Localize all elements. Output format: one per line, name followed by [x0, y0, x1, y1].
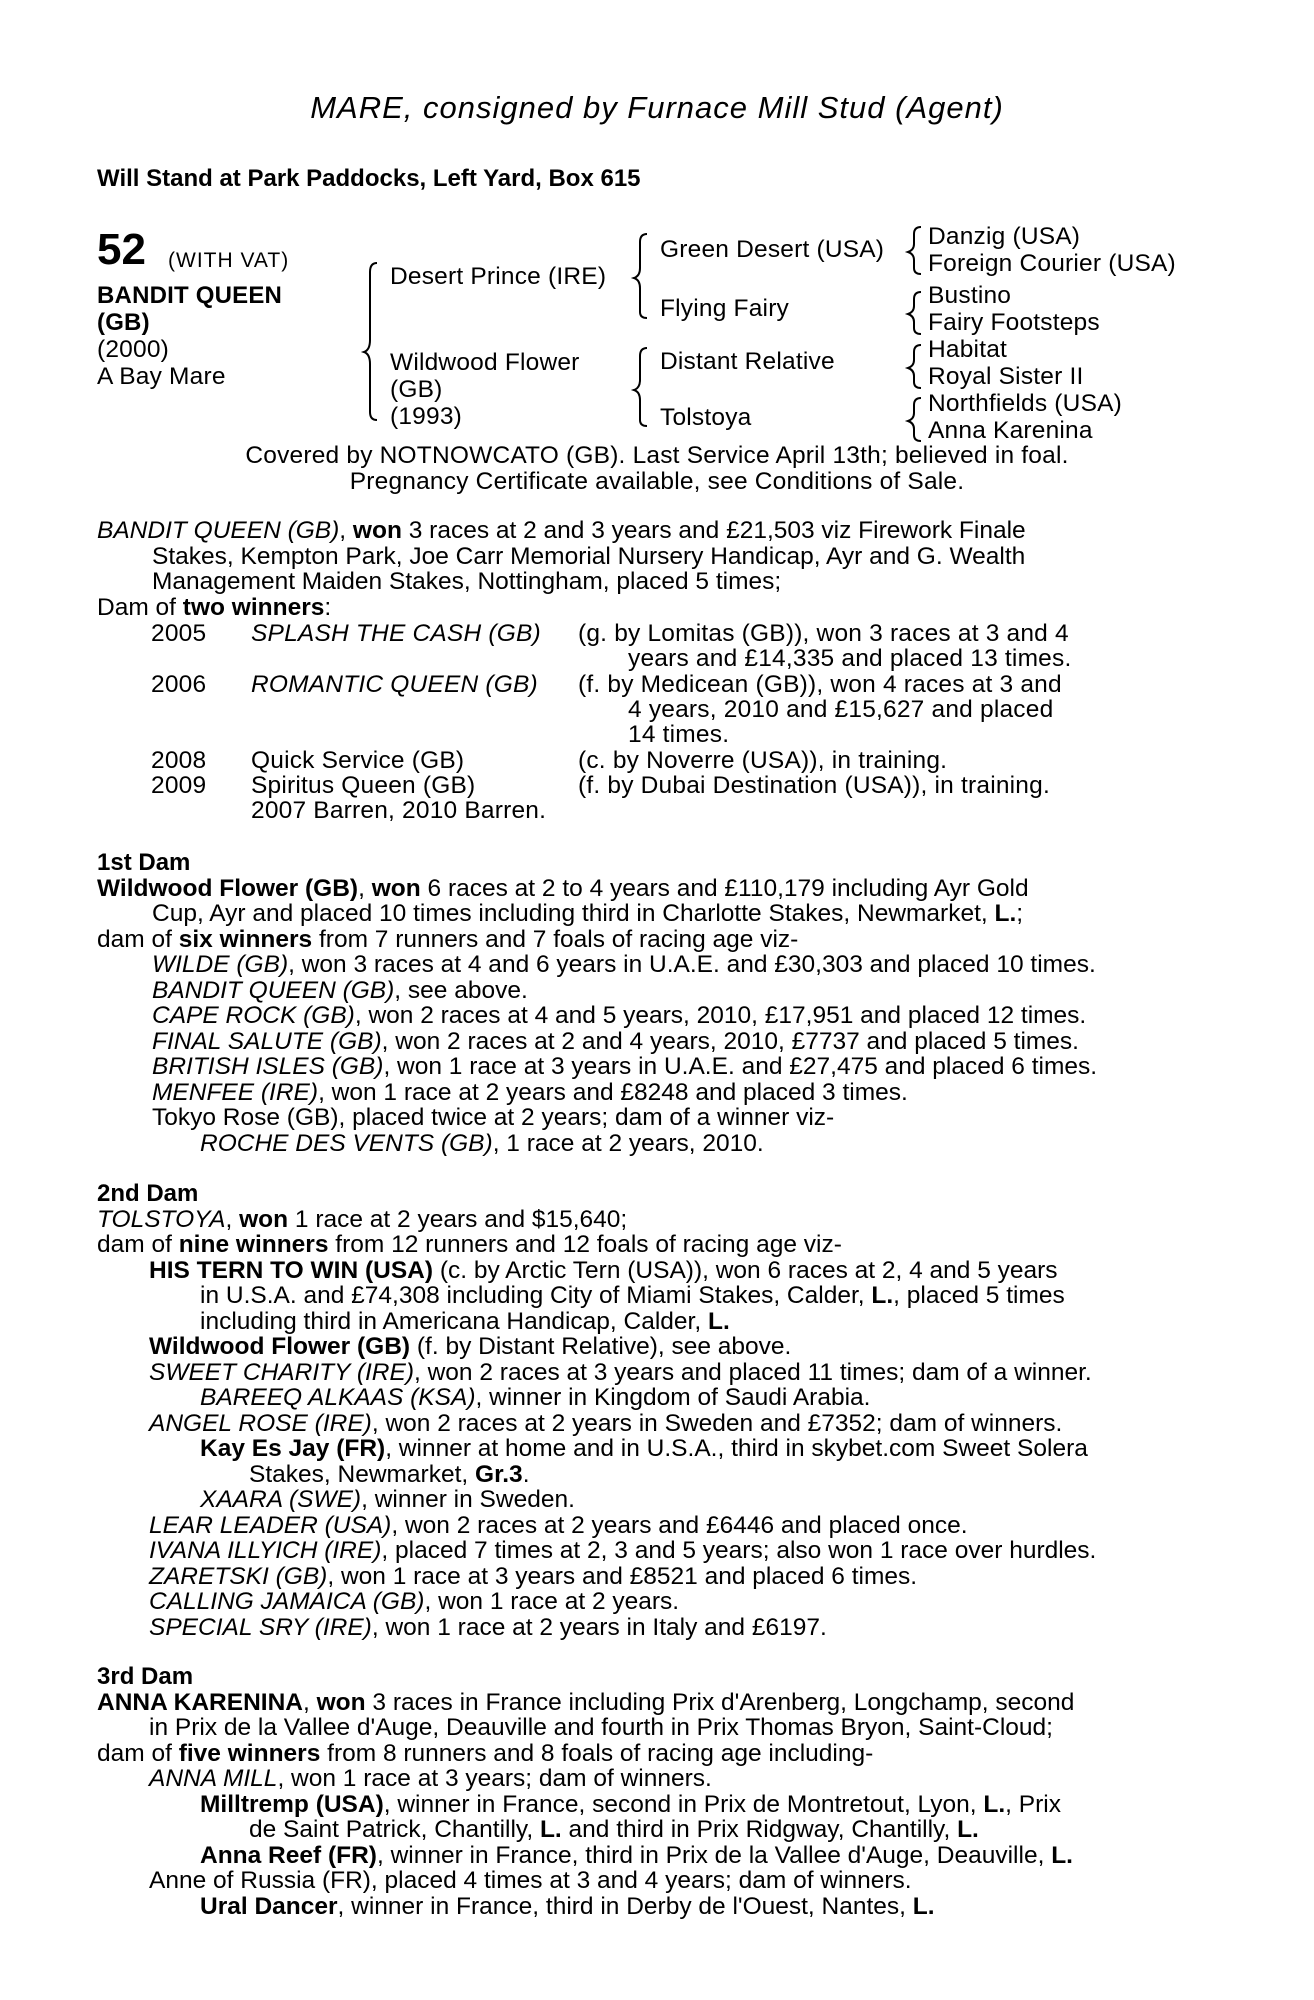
first-dam-line2-end: ; — [1016, 900, 1024, 927]
produce-name: Spiritus Queen (GB) — [251, 772, 476, 799]
produce-intro-text: 3 races at 2 and 3 years and £21,503 viz Firework Finale — [401, 517, 1026, 544]
grand-offspring-anna-reef — [97, 1843, 1203, 1869]
produce-name: SPLASH THE CASH (GB) — [251, 620, 541, 647]
listed-label: L. — [871, 1282, 894, 1309]
stand-location: Will Stand at Park Paddocks, Left Yard, Box 615 — [97, 165, 641, 192]
offspring-name: HIS TERN TO WIN (USA) — [149, 1256, 434, 1284]
first-dam-offspring — [97, 1054, 1203, 1080]
page-title: MARE, consigned by Furnace Mill Stud (Agent) — [310, 90, 1004, 125]
grand-offspring-ural-dancer — [97, 1894, 1203, 1920]
first-dam-heading: 1st Dam — [97, 849, 191, 876]
offspring-his-tern-cont — [97, 1283, 1203, 1309]
offspring-record: , see above. — [394, 976, 528, 1004]
bracket-sd — [908, 292, 921, 334]
third-dam-section — [97, 1664, 1203, 1919]
offspring-record: , winner in France, third in Prix de la Vallee d'Auge, Deauville, — [376, 1841, 1052, 1869]
listed-label: L. — [957, 1816, 979, 1843]
offspring-name: Kay Es Jay (FR) — [200, 1435, 386, 1462]
first-dam-dam-of — [97, 927, 1203, 953]
produce-intro-line2: Stakes, Kempton Park, Joe Carr Memorial Nursery Handicap, Ayr and G. Wealth — [152, 542, 1026, 570]
listed-label: L. — [912, 1892, 935, 1920]
offspring-record: , winner in France, second in Prix de Montretout, Lyon, — [383, 1790, 984, 1818]
first-dam-offspring — [97, 978, 1203, 1004]
produce-detail: (f. by Medicean (GB)), won 4 races at 3 and — [578, 671, 1062, 698]
ddd: Anna Karenina — [928, 417, 1093, 444]
lot-number: 52 — [97, 225, 146, 274]
offspring-record: , placed 5 times — [893, 1282, 1065, 1309]
bracket-dd — [908, 398, 921, 441]
listed-label: L. — [707, 1307, 730, 1335]
offspring-record: and third in Prix Ridgway, Chantilly, — [561, 1816, 958, 1843]
offspring-record: , 1 race at 2 years, 2010. — [492, 1129, 764, 1157]
sire-name: Desert Prince (IRE) — [390, 263, 607, 290]
offspring-name: Milltremp (USA) — [200, 1790, 384, 1818]
offspring-record: , won 1 race at 3 years; dam of winners. — [277, 1765, 712, 1792]
bracket-ss — [908, 227, 921, 274]
offspring-name: ANGEL ROSE (IRE) — [149, 1409, 372, 1437]
ssd: Foreign Courier (USA) — [928, 250, 1176, 277]
produce-intro-line3: Management Maiden Stakes, Nottingham, placed 5 times; — [152, 568, 782, 595]
covered-line: Covered by NOTNOWCATO (GB). Last Service April 13th; believed in foal. — [245, 442, 1069, 469]
listed-label: L. — [983, 1790, 1006, 1818]
offspring-anne-of-russia: Anne of Russia (FR), placed 4 times at 3 and 4 years; dam of winners. — [149, 1867, 912, 1894]
offspring-angel-rose — [97, 1411, 1203, 1437]
dam-of-prefix: dam of — [97, 1231, 179, 1258]
offspring-name: WILDE (GB) — [152, 951, 289, 978]
second-dam-intro — [97, 1207, 1203, 1233]
third-dam-dam-of — [97, 1741, 1203, 1767]
offspring-name: BANDIT QUEEN (GB) — [152, 976, 395, 1004]
grand-offspring-kay-es-jay — [97, 1436, 1203, 1462]
sdd: Fairy Footsteps — [928, 309, 1100, 336]
produce-section — [97, 518, 1203, 620]
second-dam-text: 1 race at 2 years and $15,640; — [288, 1205, 628, 1233]
first-dam-text: 6 races at 2 to 4 years and £110,179 including Ayr Gold — [420, 874, 1029, 902]
offspring-name: Wildwood Flower (GB) — [149, 1333, 411, 1360]
won-label: won — [371, 874, 421, 902]
produce-barren: 2007 Barren, 2010 Barren. — [251, 797, 547, 824]
listed-label: L. — [1051, 1841, 1073, 1869]
second-dam-name: TOLSTOYA — [97, 1205, 226, 1233]
first-dam-offspring — [97, 1080, 1203, 1106]
dam-of-count: five winners — [178, 1739, 321, 1767]
sire-dam: Flying Fairy — [660, 295, 790, 322]
offspring-record: de Saint Patrick, Chantilly, — [249, 1816, 540, 1843]
sire-sire: Green Desert (USA) — [660, 236, 885, 263]
offspring-record: , winner in France, third in Derby de l'Ouest, Nantes, — [337, 1892, 913, 1920]
first-dam-line2-text: Cup, Ayr and placed 10 times including third in Charlotte Stakes, Newmarket, — [152, 900, 995, 927]
second-dam-offspring — [97, 1564, 1203, 1590]
sss: Danzig (USA) — [928, 223, 1081, 250]
won-label: won — [239, 1205, 289, 1233]
bracket-dam — [634, 348, 647, 426]
grand-offspring-xaara — [97, 1487, 1203, 1513]
offspring-name: Anna Reef (FR) — [200, 1841, 377, 1869]
first-dam-intro: Wildwood Flower (GB), won 6 races at 2 to 4 years and £110,179 including Ayr Gold — [97, 874, 1029, 902]
offspring-record: , winner in Kingdom of Saudi Arabia. — [475, 1384, 871, 1411]
horse-description: A Bay Mare — [97, 363, 226, 390]
second-dam-offspring — [97, 1615, 1203, 1641]
offspring-record: . — [522, 1460, 530, 1488]
offspring-record: , won 1 race at 2 years and £8248 and placed 3 times. — [318, 1078, 908, 1106]
third-dam-text: 3 races in France including Prix d'Arenberg, Longchamp, second — [365, 1688, 1075, 1716]
second-dam-offspring — [97, 1538, 1203, 1564]
first-dam-name: Wildwood Flower (GB) — [97, 874, 359, 902]
offspring-name: Ural Dancer — [200, 1892, 338, 1920]
produce-name: ROMANTIC QUEEN (GB) — [251, 671, 538, 698]
second-dam-offspring — [97, 1589, 1203, 1615]
second-dam-offspring — [97, 1513, 1203, 1539]
offspring-record: in U.S.A. and £74,308 including City of Miami Stakes, Calder, — [200, 1282, 872, 1309]
dam-of-suffix: from 7 runners and 7 foals of racing age viz- — [312, 925, 799, 953]
horse-name: BANDIT QUEEN — [97, 282, 283, 309]
offspring-record: , won 2 races at 4 and 5 years, 2010, £17,951 and placed 12 times. — [354, 1002, 1087, 1029]
third-dam-name: ANNA KARENINA — [97, 1688, 303, 1716]
produce-name: Quick Service (GB) — [251, 747, 465, 774]
third-dam-heading: 3rd Dam — [97, 1663, 194, 1690]
first-dam-section — [97, 850, 1203, 1156]
dam-of-suffix: from 8 runners and 8 foals of racing age including- — [320, 1739, 874, 1767]
tokyo-rose-line: Tokyo Rose (GB), placed twice at 2 years; dam of a winner viz- — [152, 1104, 835, 1131]
third-dam-line2: in Prix de la Vallee d'Auge, Deauville and fourth in Prix Thomas Bryon, Saint-Cloud; — [149, 1714, 1053, 1741]
produce-detail-cont: 14 times. — [628, 721, 730, 748]
offspring-name: SWEET CHARITY (IRE) — [149, 1358, 414, 1386]
sds: Bustino — [928, 282, 1012, 309]
dam-sire: Distant Relative — [660, 348, 835, 375]
offspring-record: , won 1 race at 2 years in Italy and £6197. — [371, 1613, 827, 1641]
offspring-record: including third in Americana Handicap, Calder, — [200, 1307, 708, 1335]
offspring-name: XAARA (SWE) — [200, 1486, 362, 1513]
offspring-sweet-charity — [97, 1360, 1203, 1386]
offspring-record: Stakes, Newmarket, — [249, 1460, 476, 1488]
offspring-record: , won 2 races at 3 years and placed 11 times; dam of a winner. — [413, 1358, 1092, 1386]
offspring-name: ANNA MILL — [149, 1765, 278, 1792]
offspring-name: IVANA ILLYICH (IRE) — [149, 1537, 382, 1564]
listed-label: L. — [994, 900, 1017, 927]
offspring-record: , won 2 races at 2 years in Sweden and £7352; dam of winners. — [371, 1409, 1063, 1437]
produce-intro: BANDIT QUEEN (GB), won 3 races at 2 and 3 years and £21,503 viz Firework Finale — [97, 517, 1026, 544]
produce-year: 2008 — [151, 747, 207, 774]
offspring-record: (f. by Distant Relative), see above. — [410, 1333, 792, 1360]
dam-of-line — [97, 595, 1203, 621]
grand-offspring-milltremp — [97, 1792, 1203, 1818]
grand-offspring-bareeq — [97, 1385, 1203, 1411]
group-label: Gr.3 — [475, 1460, 523, 1488]
dam-dam: Tolstoya — [660, 404, 752, 431]
offspring-name: CALLING JAMAICA (GB) — [149, 1588, 425, 1615]
offspring-record: , won 2 races at 2 years and £6446 and placed once. — [391, 1511, 968, 1539]
bracket-sire — [634, 234, 647, 318]
dam-year: (1993) — [390, 403, 463, 430]
offspring-record: , placed 7 times at 2, 3 and 5 years; also won 1 race over hurdles. — [381, 1537, 1097, 1564]
dam-name: Wildwood Flower — [390, 349, 580, 376]
dam-of-prefix: dam of — [97, 1739, 179, 1767]
first-dam-line2 — [97, 901, 1203, 927]
grand-offspring-kay-cont — [97, 1462, 1203, 1488]
offspring-record: , winner at home and in U.S.A., third in skybet.com Sweet Solera — [385, 1435, 1088, 1462]
offspring-record: , won 1 race at 3 years in U.A.E. and £27,475 and placed 6 times. — [383, 1053, 1098, 1080]
horse-year: (2000) — [97, 336, 170, 363]
offspring-record: , won 1 race at 3 years and £8521 and placed 6 times. — [327, 1562, 918, 1590]
dam-name-suffix: (GB) — [390, 376, 443, 403]
dam-of-count: nine winners — [178, 1231, 329, 1258]
offspring-anna-mill — [97, 1766, 1203, 1792]
dds: Northfields (USA) — [928, 390, 1123, 417]
listed-label: L. — [539, 1816, 562, 1843]
offspring-name: ROCHE DES VENTS (GB) — [200, 1129, 493, 1157]
bracket-main — [364, 263, 377, 420]
dam-of-prefix: dam of — [97, 925, 179, 953]
bracket-ds — [908, 345, 921, 388]
first-dam-offspring — [97, 1003, 1203, 1029]
produce-detail-cont: years and £14,335 and placed 13 times. — [628, 645, 1072, 672]
separator: , — [302, 1688, 317, 1716]
produce-horse-name: BANDIT QUEEN (GB) — [97, 517, 340, 544]
pregnancy-line: Pregnancy Certificate available, see Conditions of Sale. — [349, 468, 965, 495]
offspring-name: FINAL SALUTE (GB) — [152, 1027, 382, 1055]
produce-detail-cont: 4 years, 2010 and £15,627 and placed — [628, 696, 1054, 723]
offspring-his-tern-cont — [97, 1309, 1203, 1335]
offspring-name: BRITISH ISLES (GB) — [152, 1053, 384, 1080]
separator: , — [225, 1205, 240, 1233]
third-dam-intro — [97, 1690, 1203, 1716]
second-dam-heading: 2nd Dam — [97, 1180, 199, 1207]
produce-detail: (g. by Lomitas (GB)), won 3 races at 3 and 4 — [578, 620, 1069, 647]
offspring-record: , winner in Sweden. — [361, 1486, 575, 1513]
offspring-name: SPECIAL SRY (IRE) — [149, 1613, 372, 1641]
offspring-wildwood — [97, 1334, 1203, 1360]
produce-year: 2005 — [151, 620, 207, 647]
offspring-record: , won 1 race at 2 years. — [424, 1588, 680, 1615]
offspring-record: , Prix — [1005, 1790, 1061, 1818]
grand-offspring — [97, 1131, 1203, 1157]
horse-name-suffix: (GB) — [97, 309, 150, 336]
first-dam-offspring — [97, 1029, 1203, 1055]
offspring-his-tern — [97, 1258, 1203, 1284]
offspring-name: CAPE ROCK (GB) — [152, 1002, 355, 1029]
offspring-record: , won 2 races at 2 and 4 years, 2010, £7737 and placed 5 times. — [381, 1027, 1079, 1055]
offspring-name: LEAR LEADER (USA) — [149, 1511, 392, 1539]
offspring-record: , won 3 races at 4 and 6 years in U.A.E. and £30,303 and placed 10 times. — [288, 951, 1096, 978]
dam-of-suffix: : — [324, 593, 332, 621]
won-label: won — [316, 1688, 366, 1716]
second-dam-dam-of — [97, 1232, 1203, 1258]
offspring-name: BAREEQ ALKAAS (KSA) — [200, 1384, 476, 1411]
offspring-record: (c. by Arctic Tern (USA)), won 6 races at 2, 4 and 5 years — [433, 1256, 1058, 1284]
won-label: won — [352, 517, 402, 544]
produce-year: 2009 — [151, 772, 207, 799]
second-dam-section — [97, 1181, 1203, 1640]
dss: Habitat — [928, 336, 1008, 363]
vat-label: (WITH VAT) — [168, 249, 290, 272]
dam-of-count: two winners — [182, 593, 325, 621]
produce-year: 2006 — [151, 671, 207, 698]
dam-of-count: six winners — [178, 925, 313, 953]
dsd: Royal Sister II — [928, 363, 1084, 390]
grand-offspring-milltremp-cont — [97, 1817, 1203, 1843]
first-dam-offspring — [97, 952, 1203, 978]
produce-detail: (c. by Noverre (USA)), in training. — [578, 747, 948, 774]
produce-detail: (f. by Dubai Destination (USA)), in training. — [578, 772, 1050, 799]
dam-of-suffix: from 12 runners and 12 foals of racing age viz- — [328, 1231, 842, 1258]
offspring-name: ZARETSKI (GB) — [149, 1562, 328, 1590]
offspring-name: MENFEE (IRE) — [152, 1078, 319, 1106]
dam-of-prefix: Dam of — [97, 593, 183, 621]
